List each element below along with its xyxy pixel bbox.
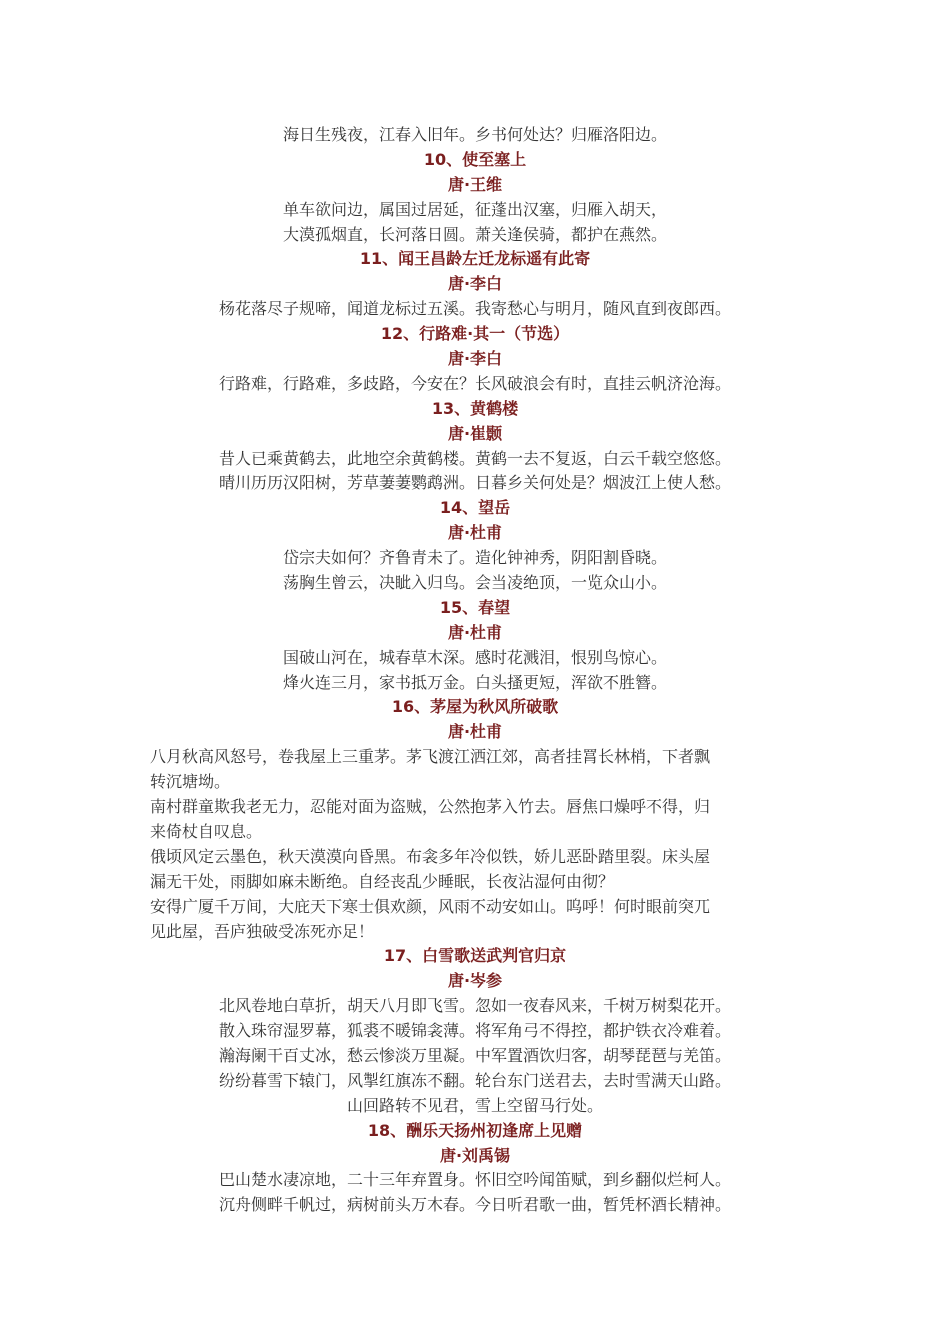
poem-verse-line: 海日生残夜，江春入旧年。乡书何处达？归雁洛阳边。 (282, 125, 667, 144)
poem-verse-line: 昔人已乘黄鹤去，此地空余黄鹤楼。黄鹤一去不复返，白云千载空悠悠。 (218, 448, 731, 468)
poem-title: 14、望岳 (439, 498, 511, 518)
poem-verse-line: 行路难，行路难，多歧路，今安在？长风破浪会有时，直挂云帆济沧海。 (218, 373, 731, 393)
poem-author: 唐·李白 (447, 274, 503, 294)
poem-verse-line: 北风卷地白草折，胡天八月即飞雪。忽如一夜春风来，千树万树梨花开。 (218, 996, 731, 1016)
poem-verse-line: 沉舟侧畔千帆过，病树前头万木春。今日听君歌一曲，暂凭杯酒长精神。 (218, 1195, 731, 1215)
poem-verse-line: 巴山楚水凄凉地，二十三年弃置身。怀旧空吟闻笛赋，到乡翻似烂柯人。 (218, 1170, 731, 1190)
poem-verse-line: 南村群童欺我老无力，忍能对面为盗贼，公然抱茅入竹去。唇焦口燥呼不得，归 (150, 797, 711, 817)
poem-author: 唐·杜甫 (447, 622, 503, 642)
poem-verse-line: 来倚杖自叹息。 (150, 821, 263, 841)
poem-author: 唐·崔颢 (447, 423, 503, 443)
poem-author: 唐·杜甫 (447, 722, 503, 742)
poem-title: 13、黄鹤楼 (431, 398, 519, 418)
poem-verse-line: 荡胸生曾云，决眦入归鸟。会当凌绝顶，一览众山小。 (282, 573, 667, 593)
poem-collection (150, 123, 800, 1218)
poem-verse-line: 杨花落尽子规啼，闻道龙标过五溪。我寄愁心与明月，随风直到夜郎西。 (218, 299, 731, 319)
poem-verse-line: 晴川历历汉阳树，芳草萋萋鹦鹉洲。日暮乡关何处是？烟波江上使人愁。 (218, 473, 731, 493)
poem-author: 唐·李白 (447, 349, 503, 369)
poem-author: 唐·岑参 (447, 971, 503, 991)
poem-verse-line: 纷纷暮雪下辕门，风掣红旗冻不翻。轮台东门送君去，去时雪满天山路。 (218, 1070, 731, 1090)
poem-verse-line: 山回路转不见君，雪上空留马行处。 (346, 1095, 603, 1115)
poem-verse-line: 散入珠帘湿罗幕，狐裘不暖锦衾薄。将军角弓不得控，都护铁衣冷难着。 (218, 1021, 731, 1041)
poem-verse-line: 单车欲问边，属国过居延，征蓬出汉塞，归雁入胡天， (282, 199, 667, 219)
poem-verse-line: 见此屋，吾庐独破受冻死亦足！ (150, 921, 375, 941)
poem-verse-line: 漏无干处，雨脚如麻未断绝。自经丧乱少睡眠，长夜沾湿何由彻？ (150, 871, 615, 891)
poem-verse-line: 国破山河在，城春草木深。感时花溅泪，恨别鸟惊心。 (282, 647, 667, 667)
poem-verse-line: 安得广厦千万间，大庇天下寒士俱欢颜，风雨不动安如山。呜呼！何时眼前突兀 (150, 896, 711, 916)
poem-verse-line: 烽火连三月，家书抵万金。白头搔更短，浑欲不胜簪。 (282, 672, 667, 692)
poem-author: 唐·王维 (447, 174, 503, 194)
poem-verse-line: 瀚海阑干百丈冰，愁云惨淡万里凝。中军置酒饮归客，胡琴琵琶与羌笛。 (218, 1045, 731, 1065)
poem-verse-line: 俄顷风定云墨色，秋天漠漠向昏黑。布衾多年冷似铁，娇儿恶卧踏里裂。床头屋 (150, 846, 711, 866)
poem-title: 18、酬乐天扬州初逢席上见赠 (367, 1120, 583, 1140)
poem-title: 11、闻王昌龄左迁龙标遥有此寄 (359, 249, 591, 269)
poem-title: 16、茅屋为秋风所破歌 (391, 697, 559, 717)
poem-title: 12、行路难·其一（节选） (380, 324, 570, 344)
poem-title: 10、使至塞上 (423, 149, 527, 169)
poem-verse-line: 八月秋高风怒号，卷我屋上三重茅。茅飞渡江洒江郊，高者挂罥长林梢，下者飘 (150, 747, 711, 767)
poem-author: 唐·刘禹锡 (439, 1145, 511, 1165)
poem-verse-line: 大漠孤烟直，长河落日圆。萧关逢侯骑，都护在燕然。 (282, 224, 667, 244)
poem-title: 17、白雪歌送武判官归京 (383, 946, 567, 966)
poem-title: 15、春望 (439, 597, 511, 617)
poem-author: 唐·杜甫 (447, 523, 503, 543)
poem-verse-line: 岱宗夫如何？齐鲁青未了。造化钟神秀，阴阳割昏晓。 (282, 548, 667, 568)
poem-verse-line: 转沉塘坳。 (150, 772, 231, 792)
